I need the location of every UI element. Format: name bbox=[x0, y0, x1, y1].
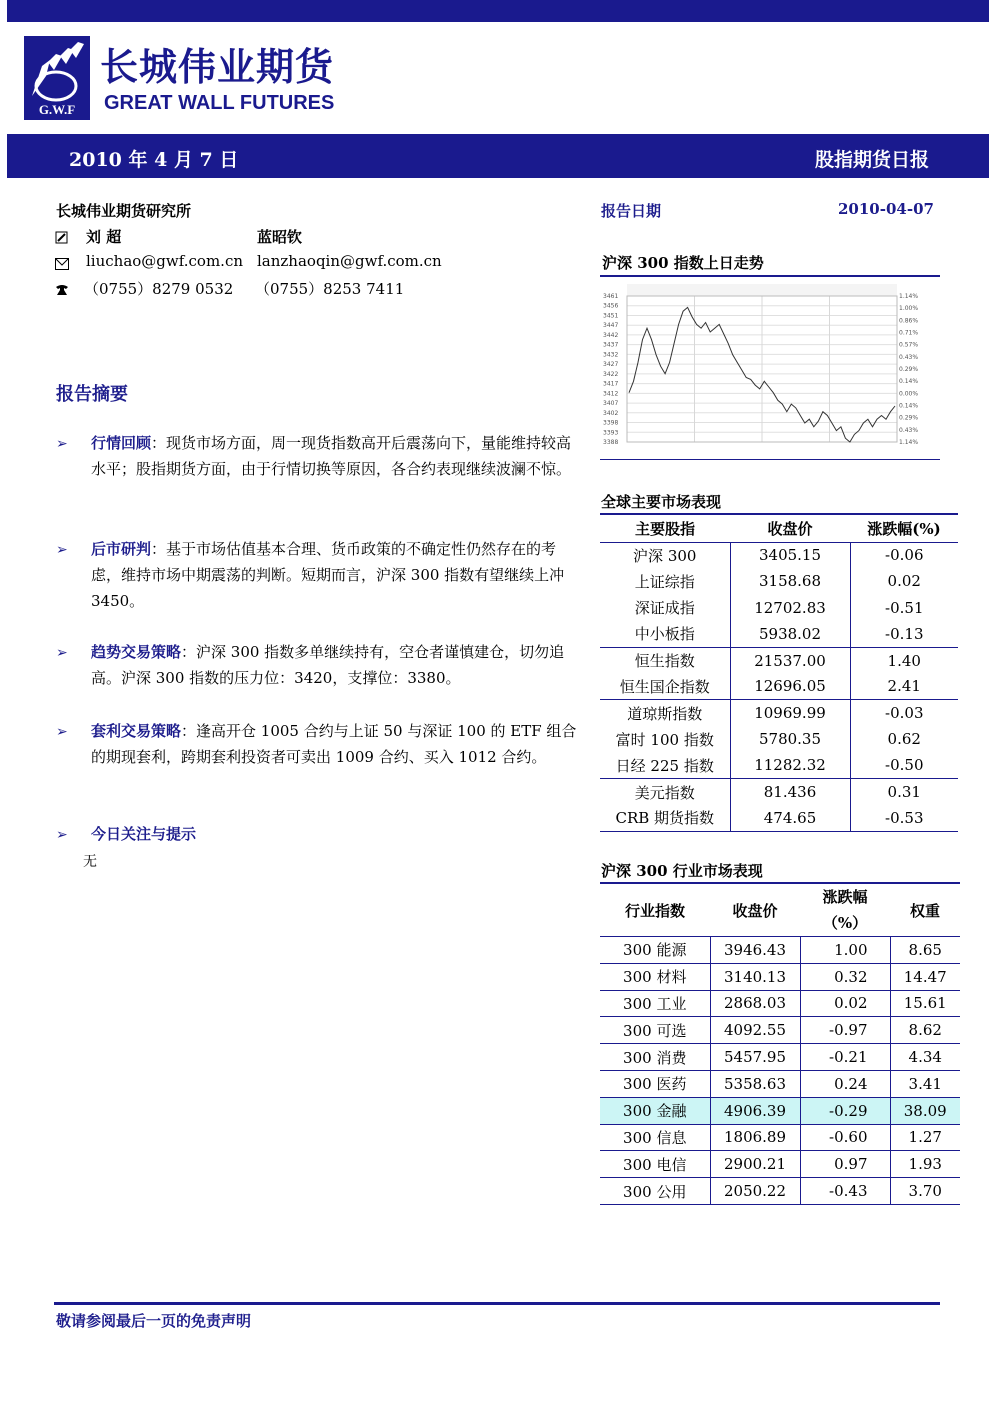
author-phone-1: （0755）8279 0532 bbox=[84, 280, 234, 298]
y-tick-label-right: 0.71% bbox=[899, 329, 919, 337]
table-row bbox=[600, 568, 958, 594]
close-cell: 4092.55 bbox=[710, 1017, 800, 1044]
y-tick-label-right: 0.29% bbox=[899, 366, 919, 373]
table-row bbox=[600, 621, 958, 647]
bullet-arrow-icon: ➢ bbox=[56, 827, 68, 843]
report-date-label: 报告日期 bbox=[601, 202, 662, 220]
y-tick-label-left: 3432 bbox=[603, 351, 619, 359]
weight-cell: 8.62 bbox=[890, 1017, 960, 1044]
index-name-cell: 道琼斯指数 bbox=[627, 704, 703, 723]
table-row bbox=[600, 1151, 960, 1178]
top-banner bbox=[7, 0, 989, 22]
table-header-row bbox=[600, 515, 958, 542]
table-row bbox=[600, 963, 960, 990]
table-row bbox=[600, 700, 958, 726]
disclaimer-link[interactable]: 敬请参阅最后一页的免责声明 bbox=[56, 1312, 252, 1330]
author-phone-2: （0755）8253 7411 bbox=[255, 280, 405, 298]
weight-cell: 4.34 bbox=[890, 1044, 960, 1071]
weight-cell: 1.27 bbox=[890, 1124, 960, 1151]
industry-name-cell: 300 电信 bbox=[623, 1155, 687, 1174]
focus-note: 无 bbox=[83, 854, 97, 870]
summary-item-text: ：基于市场估值基本合理、货币政策的不确定性仍然存在的考虑，维持市场中期震荡的判断。短期而言，沪深 300 指数有望继续上冲 3450。 bbox=[91, 540, 565, 610]
weight-cell: 38.09 bbox=[890, 1097, 960, 1124]
change-cell: -0.43 bbox=[800, 1178, 890, 1205]
y-tick-label-left: 3451 bbox=[603, 312, 619, 320]
table-row bbox=[600, 1097, 960, 1124]
index-name-cell: 恒生指数 bbox=[634, 652, 695, 671]
index-name-cell: 深证成指 bbox=[634, 599, 695, 618]
close-cell: 5358.63 bbox=[710, 1070, 800, 1097]
y-tick-label-left: 3456 bbox=[603, 302, 619, 310]
industry-name-cell: 300 金融 bbox=[623, 1102, 687, 1121]
change-cell: 0.31 bbox=[887, 783, 921, 802]
y-tick-label-right: 0.00% bbox=[899, 390, 919, 398]
industry-table bbox=[600, 884, 960, 1205]
weight-cell: 14.47 bbox=[890, 963, 960, 990]
close-cell: 5938.02 bbox=[730, 621, 850, 647]
bullet-arrow-icon: ➢ bbox=[56, 436, 68, 452]
y-tick-label-right: 0.43% bbox=[899, 426, 919, 434]
table-row bbox=[600, 990, 960, 1017]
close-cell: 81.436 bbox=[730, 779, 850, 805]
y-tick-label-left: 3461 bbox=[603, 293, 619, 300]
y-tick-label-left: 3427 bbox=[603, 361, 619, 369]
change-cell: -0.03 bbox=[885, 704, 924, 723]
summary-item-text: ：现货市场方面，周一现货指数高开后震荡向下，量能维持较高水平；股指期货方面，由于行情切换等原因，各合约表现继续波澜不惊。 bbox=[91, 434, 572, 478]
close-cell: 12702.83 bbox=[730, 595, 850, 621]
close-cell: 21537.00 bbox=[730, 647, 850, 673]
column-header: 行业指数 bbox=[624, 901, 685, 920]
table-row bbox=[600, 1070, 960, 1097]
change-cell: -0.51 bbox=[885, 598, 924, 617]
weight-cell: 3.70 bbox=[890, 1178, 960, 1205]
summary-item-arbitrage-strategy bbox=[91, 718, 581, 770]
y-tick-label-right: 0.14% bbox=[899, 402, 919, 410]
logo-chinese-name: 长城伟业期货 bbox=[100, 45, 335, 89]
industry-name-cell: 300 信息 bbox=[623, 1128, 687, 1147]
email-icon bbox=[55, 255, 69, 274]
y-tick-label-left: 3437 bbox=[603, 341, 619, 349]
close-cell: 11282.32 bbox=[730, 752, 850, 778]
summary-item-head: 趋势交易策略 bbox=[91, 643, 182, 661]
close-cell: 1806.89 bbox=[710, 1124, 800, 1151]
close-cell: 4906.39 bbox=[710, 1097, 800, 1124]
industry-name-cell: 300 消费 bbox=[623, 1048, 687, 1067]
y-tick-label-right: 1.14% bbox=[899, 439, 919, 446]
close-cell: 2868.03 bbox=[710, 990, 800, 1017]
close-cell: 474.65 bbox=[730, 805, 850, 831]
industry-name-cell: 300 可选 bbox=[623, 1021, 687, 1040]
chart-header-strip bbox=[627, 284, 897, 296]
table-row bbox=[600, 1178, 960, 1205]
industry-title: 沪深 300 行业市场表现 bbox=[601, 862, 763, 880]
industry-name-cell: 300 工业 bbox=[623, 994, 687, 1013]
index-chart-svg bbox=[601, 284, 926, 446]
bullet-arrow-icon: ➢ bbox=[56, 645, 68, 661]
chart-title: 沪深 300 指数上日走势 bbox=[602, 254, 764, 272]
column-header: 收盘价 bbox=[767, 519, 813, 538]
table-row bbox=[600, 805, 958, 831]
industry-name-cell: 300 能源 bbox=[623, 941, 687, 960]
y-tick-label-right: 1.14% bbox=[899, 293, 919, 300]
change-cell: -0.97 bbox=[800, 1017, 890, 1044]
change-cell: 0.02 bbox=[800, 990, 890, 1017]
industry-name-cell: 300 材料 bbox=[623, 968, 687, 987]
index-name-cell: 中小板指 bbox=[634, 625, 695, 644]
table-row bbox=[600, 673, 958, 699]
author-email-2[interactable]: lanzhaoqin@gwf.com.cn bbox=[257, 252, 442, 270]
table-row bbox=[600, 1044, 960, 1071]
change-cell: 0.02 bbox=[887, 572, 921, 591]
table-row bbox=[600, 937, 960, 964]
close-cell: 12696.05 bbox=[730, 673, 850, 699]
change-cell: 2.41 bbox=[887, 677, 921, 696]
column-header: 收盘价 bbox=[732, 901, 778, 920]
change-cell: 0.32 bbox=[800, 963, 890, 990]
change-cell: 0.97 bbox=[800, 1151, 890, 1178]
y-tick-label-left: 3442 bbox=[603, 331, 619, 339]
table-row bbox=[600, 752, 958, 778]
date-banner bbox=[7, 134, 989, 178]
close-cell: 2900.21 bbox=[710, 1151, 800, 1178]
close-cell: 10969.99 bbox=[730, 700, 850, 726]
close-cell: 2050.22 bbox=[710, 1178, 800, 1205]
svg-text:G.W.F: G.W.F bbox=[38, 102, 76, 117]
summary-item-text: ：沪深 300 指数多单继续持有，空仓者谨慎建仓，切勿追高。沪深 300 指数的压力位：3420，支撑位：3380。 bbox=[91, 643, 565, 687]
author-name-2: 蓝昭钦 bbox=[257, 228, 303, 246]
industry-name-cell: 300 医药 bbox=[623, 1075, 687, 1094]
index-name-cell: 富时 100 指数 bbox=[615, 730, 714, 749]
report-date-value: 2010-04-07 bbox=[838, 200, 934, 218]
change-cell: -0.60 bbox=[800, 1124, 890, 1151]
footer-divider bbox=[54, 1302, 940, 1305]
y-tick-label-left: 3447 bbox=[603, 322, 619, 330]
logo-english-name: GREAT WALL FUTURES bbox=[104, 92, 335, 114]
change-cell: 1.00 bbox=[800, 937, 890, 964]
table-row bbox=[600, 779, 958, 805]
edit-icon bbox=[55, 229, 68, 248]
close-cell: 3946.43 bbox=[710, 937, 800, 964]
summary-item-text: ：逢高开仓 1005 合约与上证 50 与深证 100 的 ETF 组合的期现套利，跨期套利投资者可卖出 1009 合约、买入 1012 合约。 bbox=[91, 722, 577, 766]
change-cell: -0.21 bbox=[800, 1044, 890, 1071]
weight-cell: 8.65 bbox=[890, 937, 960, 964]
bullet-arrow-icon: ➢ bbox=[56, 542, 68, 558]
summary-item-outlook bbox=[91, 536, 581, 614]
table-header-row bbox=[600, 884, 960, 937]
index-name-cell: 恒生国企指数 bbox=[619, 677, 710, 696]
industry-name-cell: 300 公用 bbox=[623, 1182, 687, 1201]
y-tick-label-right: 0.29% bbox=[899, 414, 919, 422]
table-row bbox=[600, 1017, 960, 1044]
y-tick-label-right: 1.00% bbox=[899, 305, 919, 313]
change-cell: -0.50 bbox=[885, 756, 924, 775]
change-cell: -0.13 bbox=[885, 624, 924, 643]
summary-item-head: 今日关注与提示 bbox=[91, 825, 197, 843]
change-cell: 1.40 bbox=[887, 651, 921, 670]
global-markets-title: 全球主要市场表现 bbox=[601, 493, 722, 511]
author-name-1: 刘 超 bbox=[86, 228, 122, 246]
column-header: 涨跌幅 （%） bbox=[822, 888, 868, 932]
change-cell: -0.29 bbox=[800, 1097, 890, 1124]
y-tick-label-left: 3412 bbox=[603, 390, 619, 398]
table-row bbox=[600, 595, 958, 621]
y-tick-label-right: 0.86% bbox=[899, 317, 919, 325]
y-tick-label-left: 3388 bbox=[603, 439, 619, 446]
y-tick-label-right: 0.43% bbox=[899, 353, 919, 361]
index-name-cell: 美元指数 bbox=[634, 783, 695, 802]
table-row bbox=[600, 1124, 960, 1151]
table-row bbox=[600, 542, 958, 568]
company-logo bbox=[24, 36, 90, 120]
institute-name: 长城伟业期货研究所 bbox=[56, 202, 192, 220]
close-cell: 3158.68 bbox=[730, 568, 850, 594]
summary-item-head: 行情回顾 bbox=[91, 434, 152, 452]
index-name-cell: 日经 225 指数 bbox=[615, 756, 714, 775]
y-tick-label-right: 0.14% bbox=[899, 378, 919, 386]
index-name-cell: CRB 期货指数 bbox=[615, 809, 715, 828]
summary-item-trend-strategy bbox=[91, 639, 581, 691]
column-header: 主要股指 bbox=[634, 519, 695, 538]
divider bbox=[600, 459, 940, 460]
change-cell: 0.62 bbox=[887, 730, 921, 749]
index-chart bbox=[601, 284, 926, 446]
summary-item-focus bbox=[91, 821, 581, 847]
summary-item-head: 套利交易策略 bbox=[91, 722, 182, 740]
column-header: 权重 bbox=[909, 901, 940, 920]
summary-item-head: 后市研判 bbox=[91, 540, 152, 558]
change-cell: 0.24 bbox=[800, 1070, 890, 1097]
y-tick-label-right: 0.57% bbox=[899, 341, 919, 349]
weight-cell: 1.93 bbox=[890, 1151, 960, 1178]
author-email-1[interactable]: liuchao@gwf.com.cn bbox=[86, 252, 244, 270]
report-date-heading: 2010 年 4 月 7 日 bbox=[69, 149, 239, 171]
index-name-cell: 上证综指 bbox=[634, 572, 695, 591]
close-cell: 5457.95 bbox=[710, 1044, 800, 1071]
close-cell: 5780.35 bbox=[730, 726, 850, 752]
y-tick-label-left: 3398 bbox=[603, 419, 619, 427]
close-cell: 3405.15 bbox=[730, 542, 850, 568]
weight-cell: 15.61 bbox=[890, 990, 960, 1017]
y-tick-label-left: 3422 bbox=[603, 370, 619, 378]
y-tick-label-left: 3393 bbox=[603, 429, 619, 437]
summary-title: 报告摘要 bbox=[56, 384, 128, 405]
y-tick-label-left: 3402 bbox=[603, 409, 619, 417]
close-cell: 3140.13 bbox=[710, 963, 800, 990]
change-cell: -0.06 bbox=[885, 546, 924, 565]
table-row bbox=[600, 726, 958, 752]
y-tick-label-left: 3417 bbox=[603, 380, 619, 388]
global-markets-table bbox=[600, 515, 958, 832]
change-cell: -0.53 bbox=[885, 808, 924, 827]
column-header: 涨跌幅(%) bbox=[867, 519, 941, 538]
weight-cell: 3.41 bbox=[890, 1070, 960, 1097]
phone-icon bbox=[55, 281, 69, 300]
bullet-arrow-icon: ➢ bbox=[56, 724, 68, 740]
summary-item-market-review bbox=[91, 430, 581, 482]
index-name-cell: 沪深 300 bbox=[633, 546, 697, 565]
report-type: 股指期货日报 bbox=[814, 149, 929, 171]
y-tick-label-left: 3407 bbox=[603, 400, 619, 408]
divider bbox=[600, 275, 940, 277]
table-row bbox=[600, 647, 958, 673]
